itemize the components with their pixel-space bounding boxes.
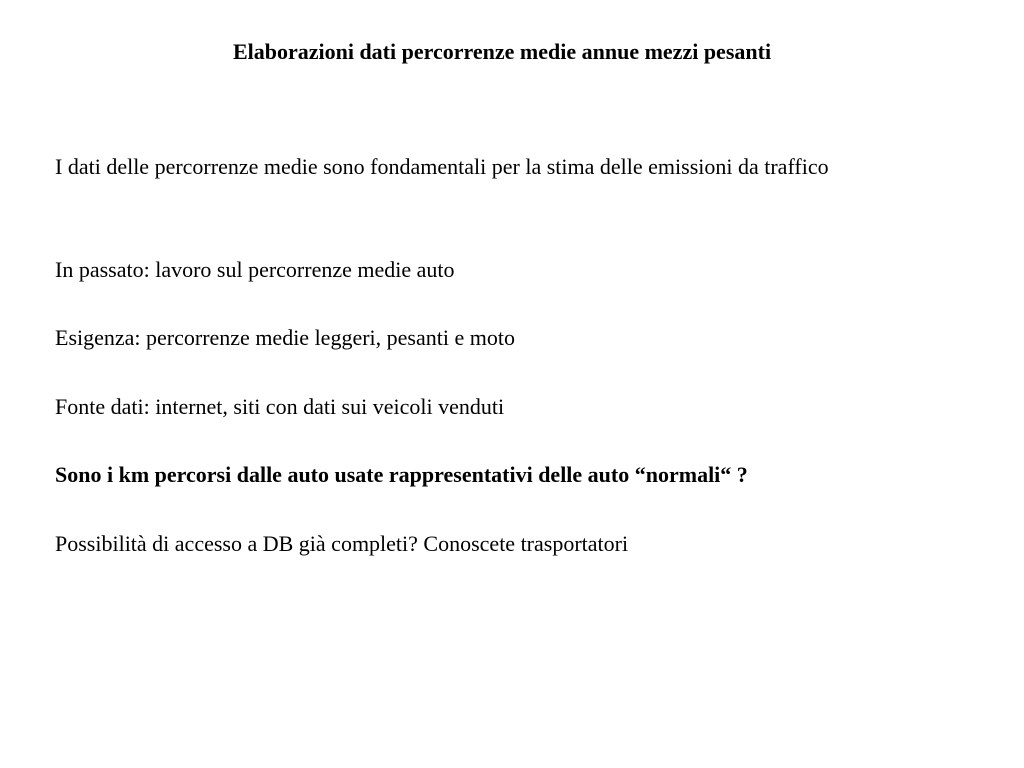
paragraph-past-work: In passato: lavoro sul percorrenze medie auto bbox=[55, 257, 455, 282]
paragraph-data-source: Fonte dati: internet, siti con dati sui veicoli venduti bbox=[55, 394, 505, 419]
paragraph-key-question: Sono i km percorsi dalle auto usate rappresentativi delle auto “normali“ ? bbox=[55, 462, 748, 487]
paragraph-database-access: Possibilità di accesso a DB già completi? Conoscete trasportatori bbox=[55, 531, 629, 556]
paragraph-need: Esigenza: percorrenze medie leggeri, pesanti e moto bbox=[55, 325, 515, 350]
slide-title: Elaborazioni dati percorrenze medie annue mezzi pesanti bbox=[232, 39, 772, 64]
paragraph-importance: I dati delle percorrenze medie sono fondamentali per la stima delle emissioni da traffico bbox=[55, 154, 829, 179]
